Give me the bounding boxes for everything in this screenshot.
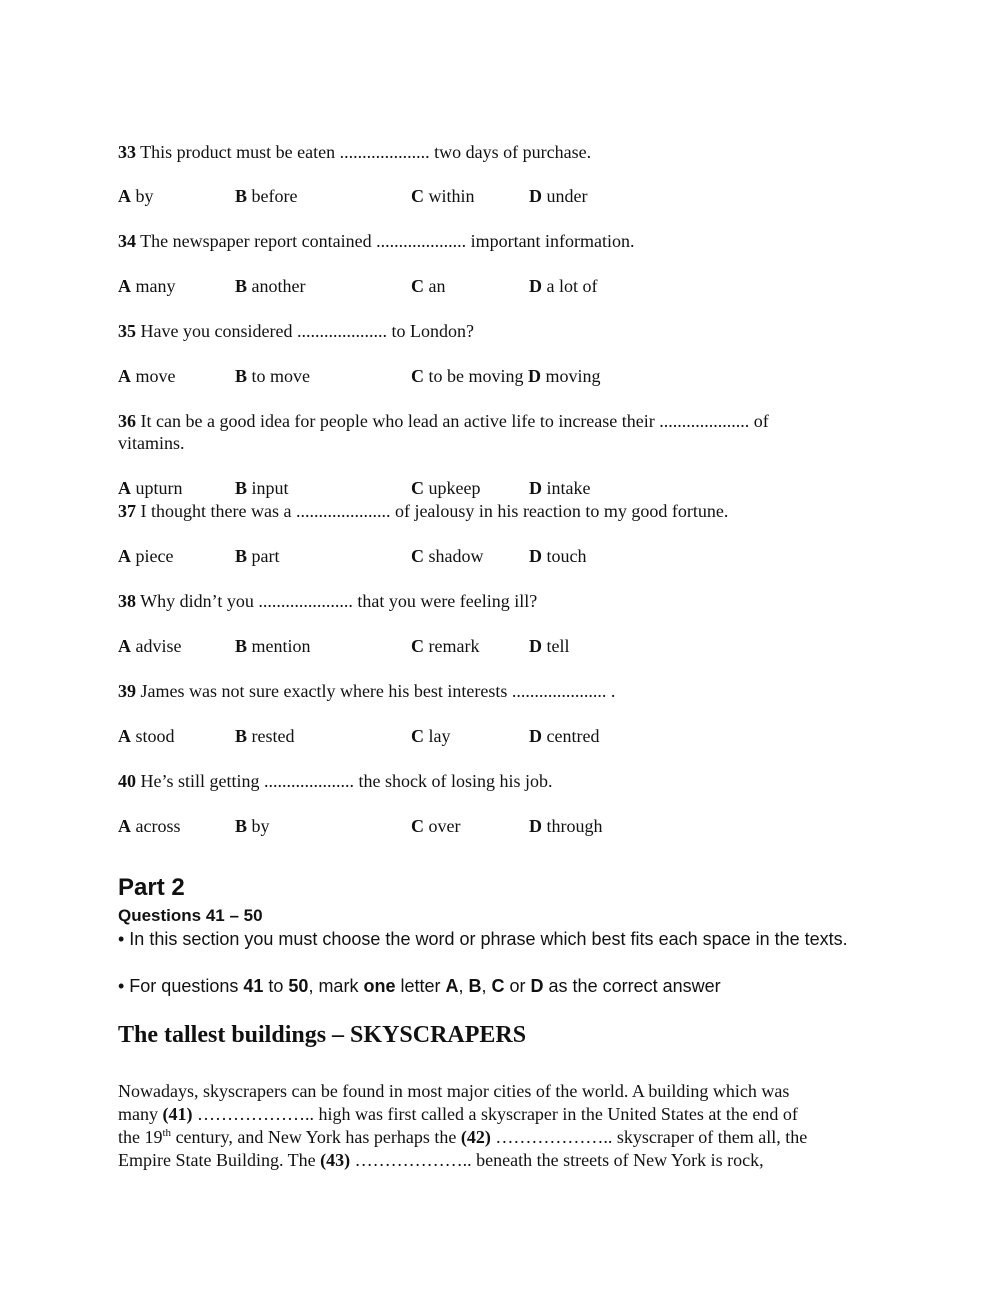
passage-line: many (41) ……………….. high was first called a skyscraper in the United States at the end of bbox=[118, 1104, 798, 1124]
question-text: He’s still getting .................... the shock of losing his job. bbox=[136, 771, 553, 791]
question-35 bbox=[118, 320, 474, 342]
question-text: Have you considered .................... to London? bbox=[136, 321, 474, 341]
option-d: D centred bbox=[529, 726, 600, 746]
question-number: 39 bbox=[118, 681, 136, 701]
option-b: B rested bbox=[235, 726, 295, 746]
question-number: 34 bbox=[118, 231, 136, 251]
option-c: C within bbox=[411, 186, 475, 206]
passage bbox=[118, 1080, 878, 1172]
option-b: B mention bbox=[235, 636, 311, 656]
option-b: B by bbox=[235, 816, 270, 836]
option-d: D intake bbox=[529, 478, 591, 498]
question-number: 37 bbox=[118, 501, 136, 521]
gap-41: (41) bbox=[162, 1104, 193, 1124]
question-39 bbox=[118, 680, 615, 702]
question-36 bbox=[118, 410, 838, 454]
option-d: D touch bbox=[529, 546, 587, 566]
question-34 bbox=[118, 230, 635, 252]
instruction-1: • In this section you must choose the word or phrase which best fits each space in the texts. bbox=[118, 929, 848, 949]
part-title: Part 2 bbox=[118, 874, 185, 901]
gap-43: (43) bbox=[320, 1150, 351, 1170]
option-c: C an bbox=[411, 276, 446, 296]
question-33 bbox=[118, 141, 591, 163]
gap-42: (42) bbox=[460, 1127, 491, 1147]
option-a: A upturn bbox=[118, 478, 183, 498]
question-number: 38 bbox=[118, 591, 136, 611]
passage-line: Nowadays, skyscrapers can be found in most major cities of the world. A building which was bbox=[118, 1081, 790, 1101]
question-number: 33 bbox=[118, 142, 136, 162]
question-number: 36 bbox=[118, 411, 136, 431]
question-37 bbox=[118, 500, 728, 522]
option-a: A advise bbox=[118, 636, 182, 656]
option-c: C remark bbox=[411, 636, 480, 656]
option-b: B input bbox=[235, 478, 289, 498]
question-38 bbox=[118, 590, 537, 612]
option-a: A stood bbox=[118, 726, 175, 746]
passage-line: Empire State Building. The (43) ……………….. beneath the streets of New York is rock, bbox=[118, 1150, 764, 1170]
question-number: 35 bbox=[118, 321, 136, 341]
option-d: D under bbox=[529, 186, 588, 206]
option-a: A across bbox=[118, 816, 181, 836]
option-b: B to move bbox=[235, 366, 311, 386]
question-text: The newspaper report contained .................... important information. bbox=[136, 231, 635, 251]
option-c: C to be moving D moving bbox=[411, 366, 601, 386]
option-d: D a lot of bbox=[529, 276, 598, 296]
instruction-2: • For questions 41 to 50, mark one letter A, B, C or D as the correct answer bbox=[118, 976, 721, 996]
option-c: C over bbox=[411, 816, 461, 836]
question-40 bbox=[118, 770, 553, 792]
option-a: A by bbox=[118, 186, 154, 206]
question-text: James was not sure exactly where his best interests ..................... . bbox=[136, 681, 616, 701]
passage-line: the 19th century, and New York has perhaps the (42) ……………….. skyscraper of them all, the bbox=[118, 1127, 808, 1147]
option-c: C shadow bbox=[411, 546, 484, 566]
questions-range: Questions 41 – 50 bbox=[118, 906, 263, 925]
option-d: D tell bbox=[529, 636, 570, 656]
option-a: A piece bbox=[118, 546, 174, 566]
option-a: A many bbox=[118, 276, 176, 296]
option-c: C upkeep bbox=[411, 478, 481, 498]
question-text: It can be a good idea for people who lead an active life to increase their .................... of vitamins. bbox=[118, 411, 769, 453]
question-text: This product must be eaten .................... two days of purchase. bbox=[136, 142, 592, 162]
question-number: 40 bbox=[118, 771, 136, 791]
question-text: I thought there was a ..................... of jealousy in his reaction to my good fortune. bbox=[136, 501, 729, 521]
option-c: C lay bbox=[411, 726, 451, 746]
option-b: B another bbox=[235, 276, 306, 296]
option-a: A move bbox=[118, 366, 176, 386]
option-b: B before bbox=[235, 186, 298, 206]
question-text: Why didn’t you ..................... that you were feeling ill? bbox=[136, 591, 538, 611]
section-heading: The tallest buildings – SKYSCRAPERS bbox=[118, 1022, 527, 1048]
option-b: B part bbox=[235, 546, 280, 566]
option-d: D through bbox=[529, 816, 603, 836]
